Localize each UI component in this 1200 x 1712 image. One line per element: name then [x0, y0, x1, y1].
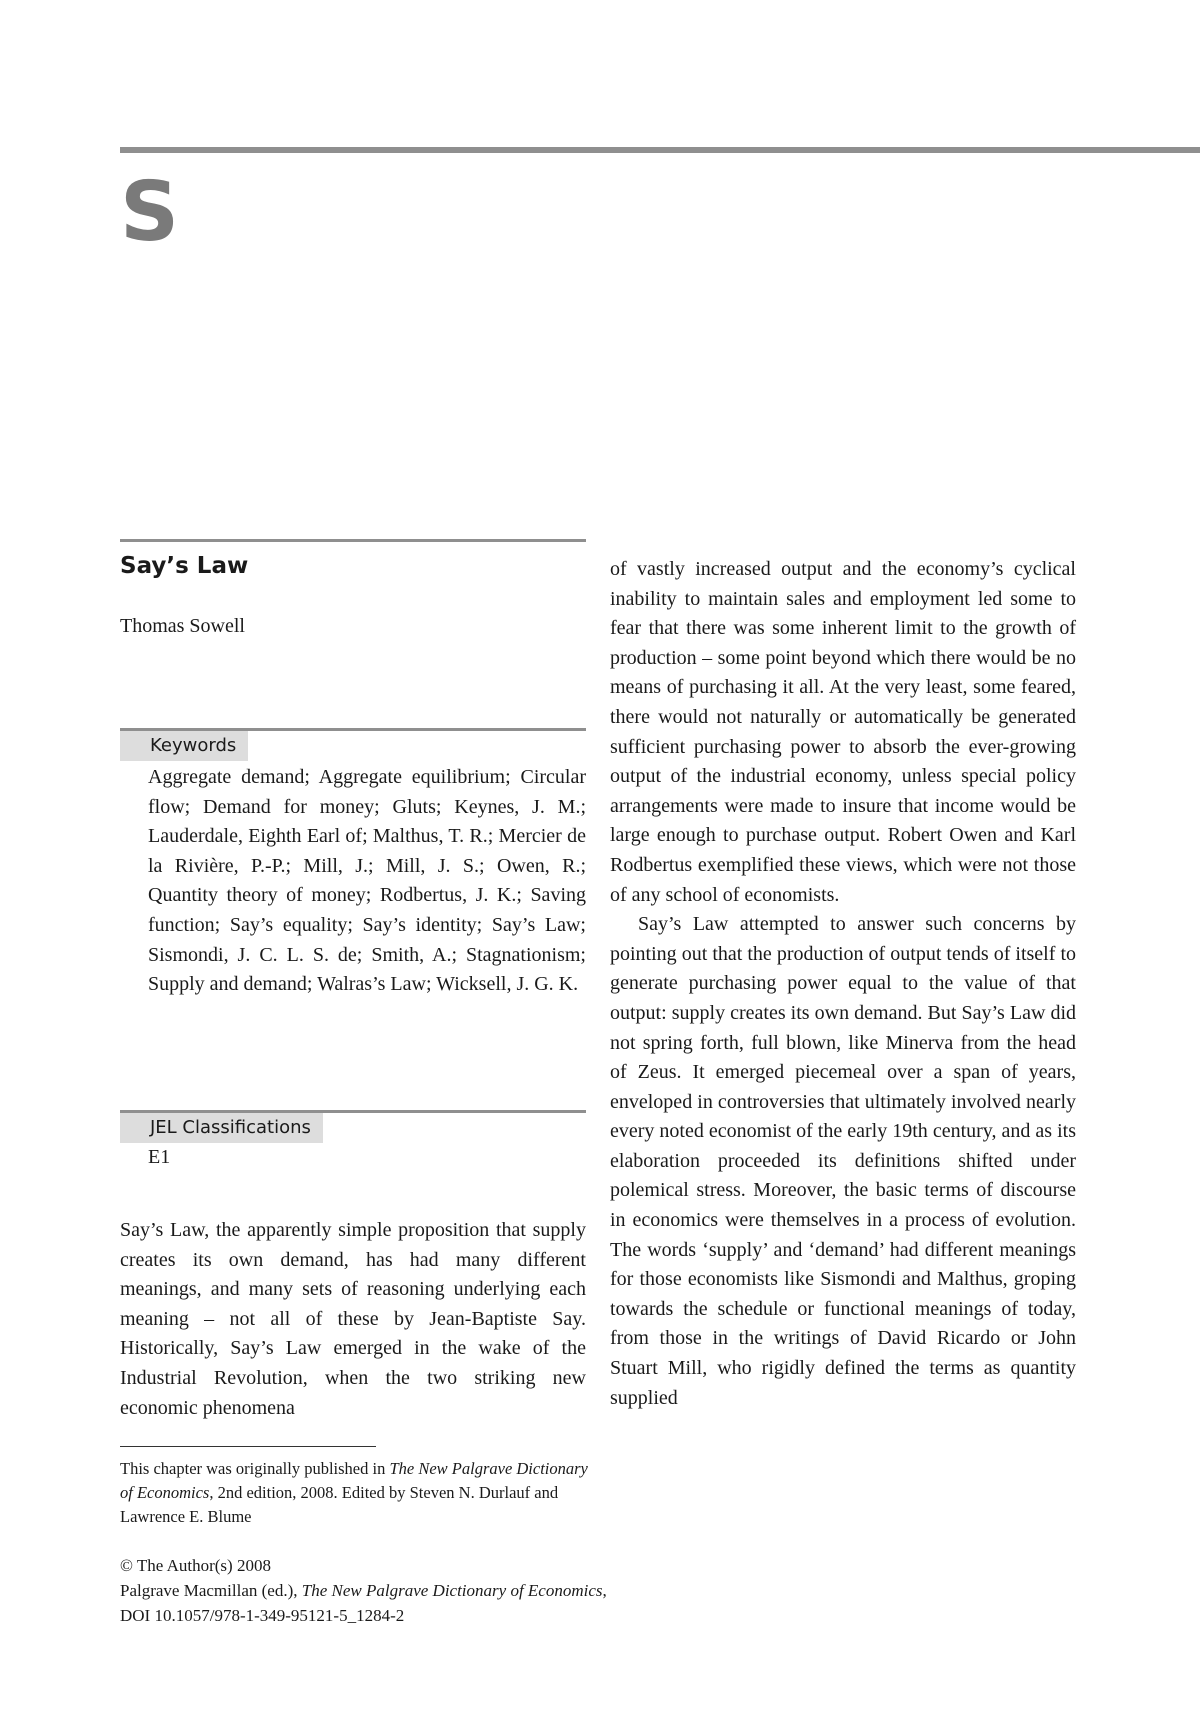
- keywords-label: Keywords: [120, 731, 248, 761]
- copyright-line: © The Author(s) 2008: [120, 1556, 271, 1575]
- footnote: [120, 1457, 590, 1529]
- top-rule: [120, 147, 1200, 153]
- section-letter: S: [120, 165, 180, 260]
- jel-label: JEL Classifications: [120, 1113, 323, 1143]
- footnote-work-title: The New Palgrave Dictionary of Economics: [120, 1459, 588, 1502]
- footnote-prefix: This chapter was originally published in: [120, 1459, 390, 1478]
- jel-code: E1: [148, 1146, 171, 1168]
- copyright-block: [120, 1553, 607, 1628]
- keywords-list: Aggregate demand; Aggregate equilibrium; Circular flow; Demand for money; Gluts; Keynes, J. M.; Lauderdale, Eighth Earl of; Malthus, T. R.; Mercier de la Rivière, P.-P.; Mill, J.; Mill, J. S.; Owen, R.; Quantity theory of money; Rodbertus, J. K.; Saving function; Say’s equality; Say’s identity; Say’s Law; Sismondi, J. C. L. S. de; Smith, A.; Stagnationism; Supply and demand; Walras’s Law; Wicksell, J. G. K.: [148, 766, 586, 996]
- article-title: Say’s Law: [120, 553, 249, 579]
- footnote-rule: [120, 1446, 376, 1447]
- title-rule: [120, 539, 586, 542]
- doi-line: DOI 10.1057/978-1-349-95121-5_1284-2: [120, 1606, 405, 1625]
- body-paragraph-right-2: Say’s Law attempted to answer such concerns by pointing out that the production of output tends of itself to generate purchasing power equal to the value of that output: supply creates its own demand. But Say’s Law did not spring forth, full blown, like Minerva from the head of Zeus. It emerged piecemeal over a span of years, enveloped in controversies that ultimately involved nearly every noted economist of the early 19th century, and as its elaboration proceeded its definitions shifted under polemical stress. Moreover, the basic terms of discourse in economics were themselves in a process of evolution. The words ‘supply’ and ‘demand’ had different meanings for those economists like Sismondi and Malthus, groping towards the schedule or functional meanings of today, from those in the writings of David Ricardo or John Stuart Mill, who rigidly defined the terms as quantity supplied: [610, 913, 1076, 1409]
- body-paragraph-right-1: of vastly increased output and the economy’s cyclical inability to maintain sales and employment led some to fear that there was some inherent limit to the growth of production – some point beyond which there would be no means of purchasing it all. At the very least, some feared, there would not naturally or automatically be generated sufficient purchasing power to absorb the ever-growing output of the industrial economy, unless special policy arrangements were made to insure that income would be large enough to purchase output. Robert Owen and Karl Rodbertus exemplified these views, which were not those of any school of economists.: [610, 558, 1076, 906]
- citation-suffix: ,: [602, 1581, 607, 1600]
- right-column: [610, 555, 1076, 1413]
- citation-title: The New Palgrave Dictionary of Economics: [301, 1581, 603, 1600]
- body-paragraph-left: Say’s Law, the apparently simple proposition that supply creates its own demand, has had many different meanings, and many sets of reasoning underlying each meaning – not all of these by Jean-Baptiste Say. Historically, Say’s Law emerged in the wake of the Industrial Revolution, when the two striking new economic phenomena: [120, 1219, 586, 1419]
- citation-line: [120, 1578, 607, 1603]
- footnote-suffix: , 2nd edition, 2008. Edited by Steven N. Durlauf and Lawrence E. Blume: [120, 1483, 559, 1526]
- citation-prefix: Palgrave Macmillan (ed.),: [120, 1581, 302, 1600]
- author-name: Thomas Sowell: [120, 615, 245, 637]
